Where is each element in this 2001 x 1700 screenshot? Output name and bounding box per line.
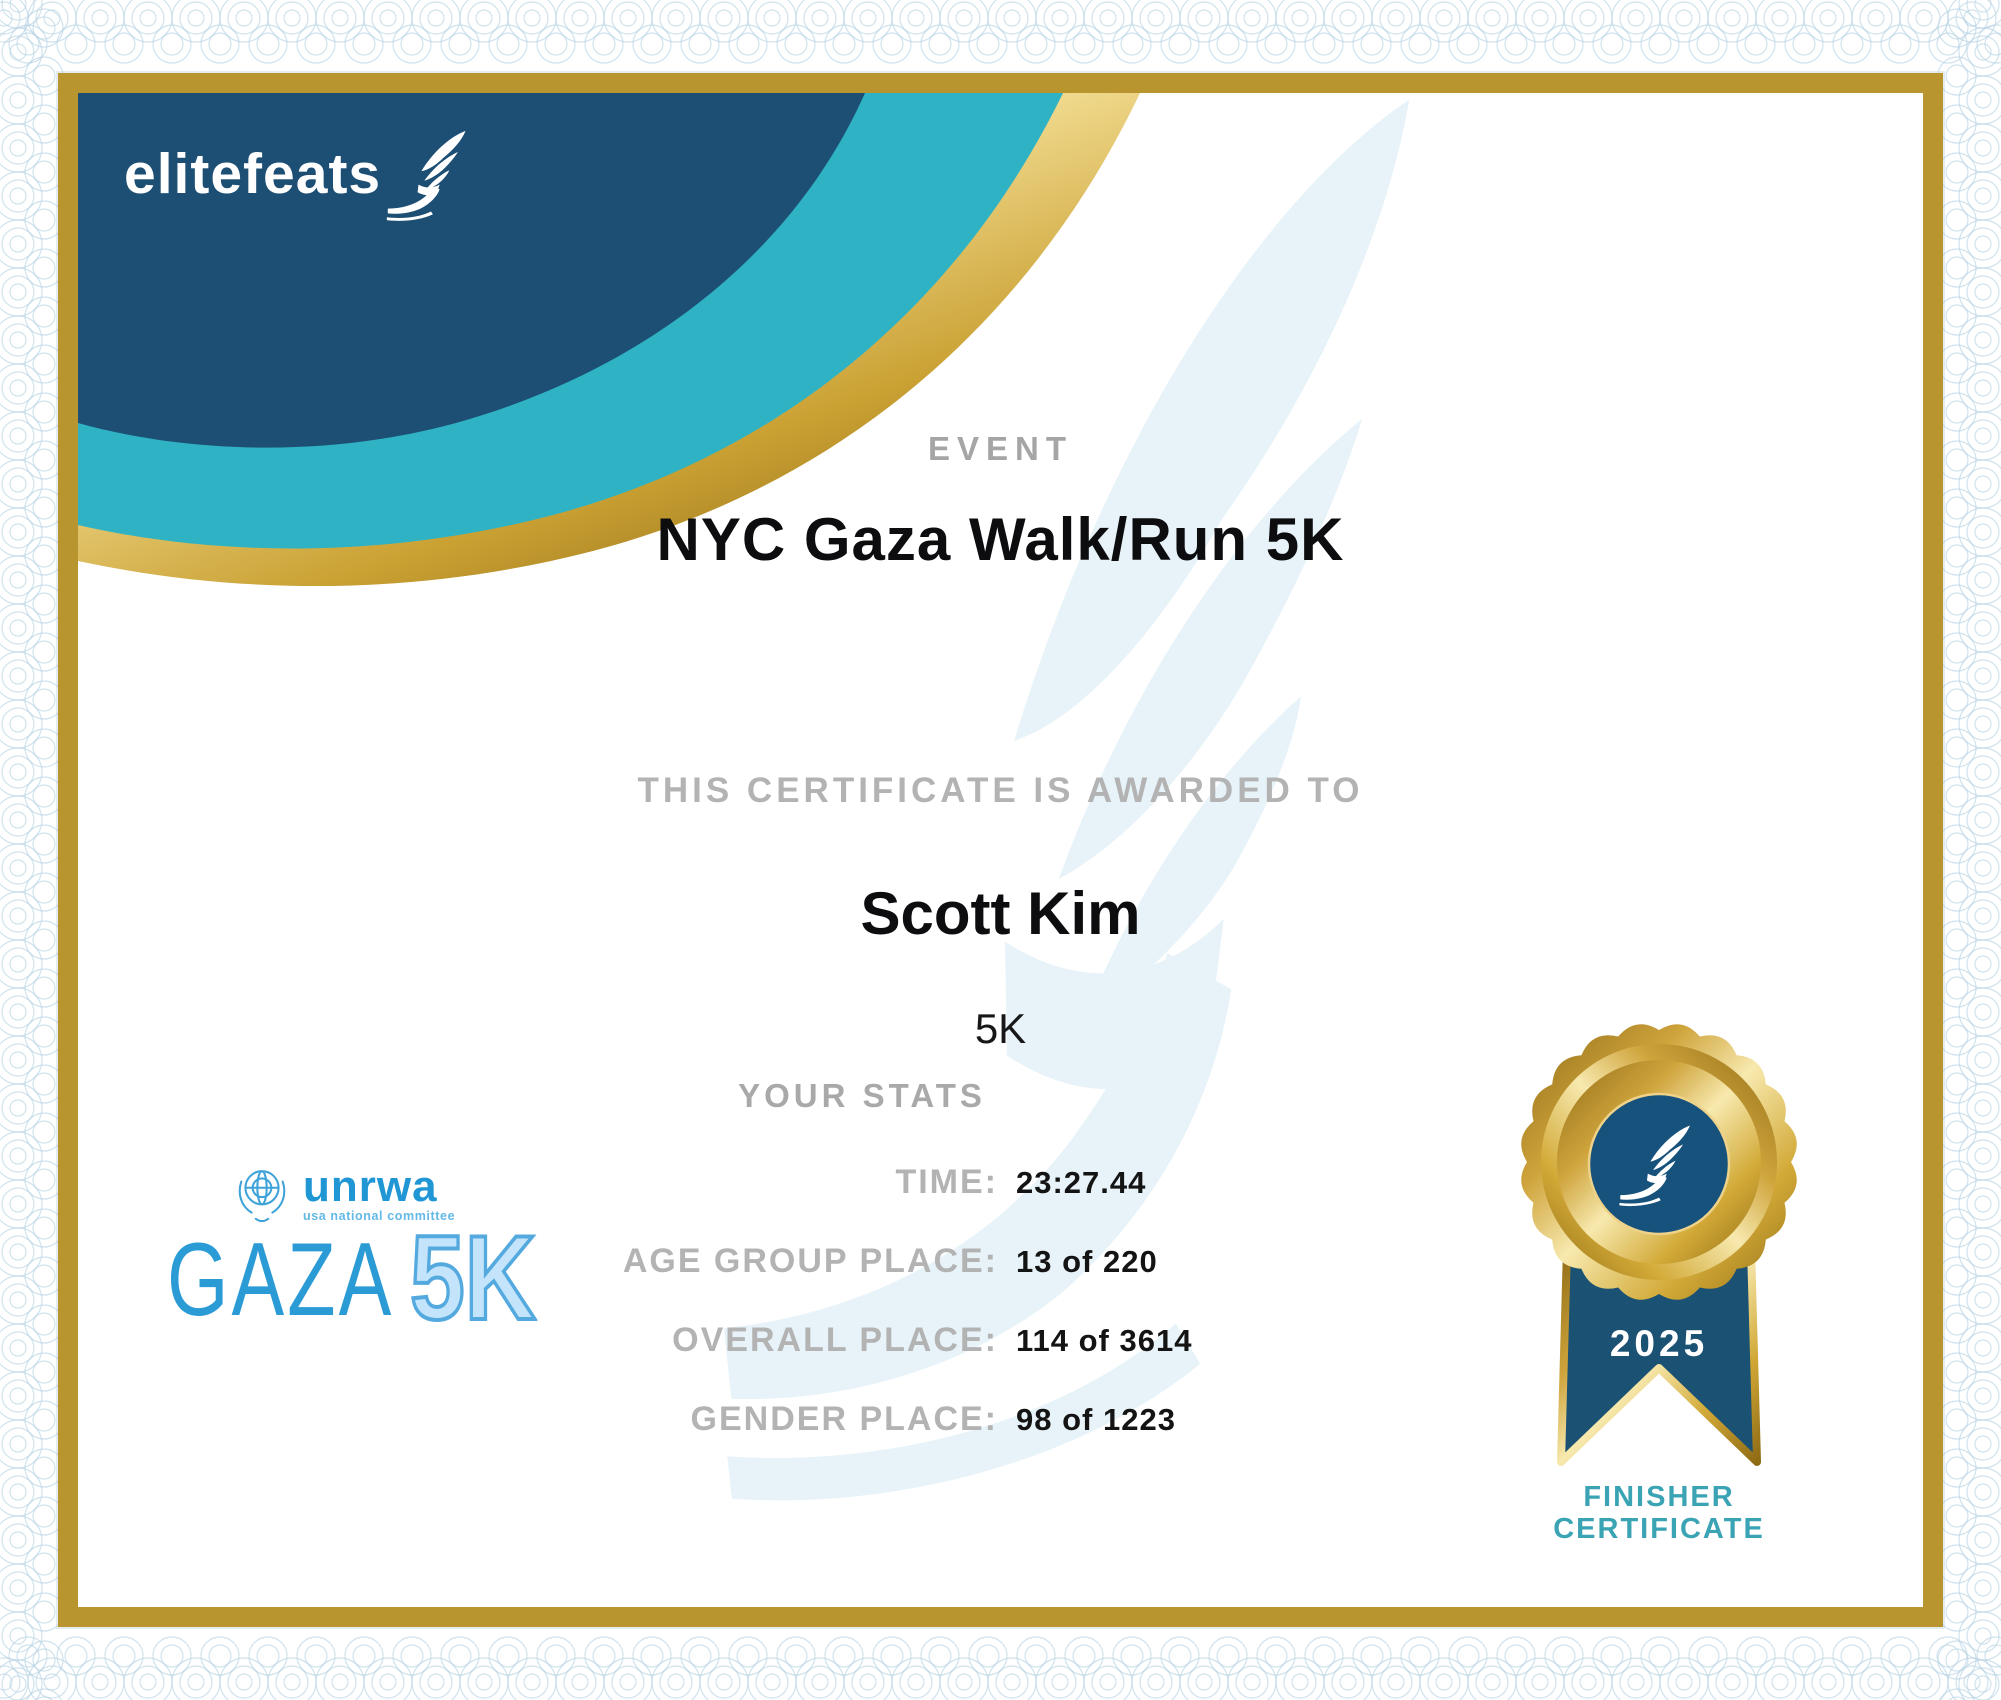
unrwa-wordmark: unrwa [303,1161,438,1211]
stat-row-age-group-place [508,1222,1288,1301]
gaza-5k-wordmark: 5K [410,1211,536,1345]
gaza-wordmark: GAZA [167,1221,395,1338]
medal-year: 2025 [1609,1323,1709,1364]
event-label: EVENT [927,430,1074,467]
stat-value: 98 of 1223 [1016,1401,1176,1437]
stat-label: AGE GROUP PLACE: [622,1242,998,1280]
brand-logo [124,109,479,241]
stat-row-gender-place [508,1380,1288,1459]
winged-foot-icon [383,109,479,241]
stat-row-overall-place [508,1301,1288,1380]
stats-table [508,1143,1288,1459]
stats-heading: YOUR STATS [738,1077,986,1114]
medal-rosette [1521,1024,1797,1300]
badge-caption-line1: FINISHER [1583,1481,1735,1513]
stat-value: 23:27.44 [1016,1164,1147,1200]
badge-caption-line2: CERTIFICATE [1553,1513,1765,1546]
recipient-name: Scott Kim [860,880,1141,947]
stat-row-time [508,1143,1288,1222]
event-name: NYC Gaza Walk/Run 5K [656,506,1345,573]
certificate-body [78,93,1923,1607]
stat-label: GENDER PLACE: [690,1400,998,1438]
race-division: 5K [974,1005,1027,1052]
finisher-medal [1479,1012,1839,1492]
award-intro: THIS CERTIFICATE IS AWARDED TO [637,771,1364,810]
un-emblem-icon [233,1165,291,1225]
gaza5k-logo [167,1161,536,1345]
unrwa-tagline: usa national committee [303,1209,456,1224]
stat-label: TIME: [895,1163,998,1201]
stat-label: OVERALL PLACE: [672,1321,998,1359]
stat-value: 114 of 3614 [1016,1322,1193,1358]
badge-caption [1553,1481,1765,1546]
brand-name: elitefeats [124,142,382,206]
stat-value: 13 of 220 [1016,1243,1158,1279]
